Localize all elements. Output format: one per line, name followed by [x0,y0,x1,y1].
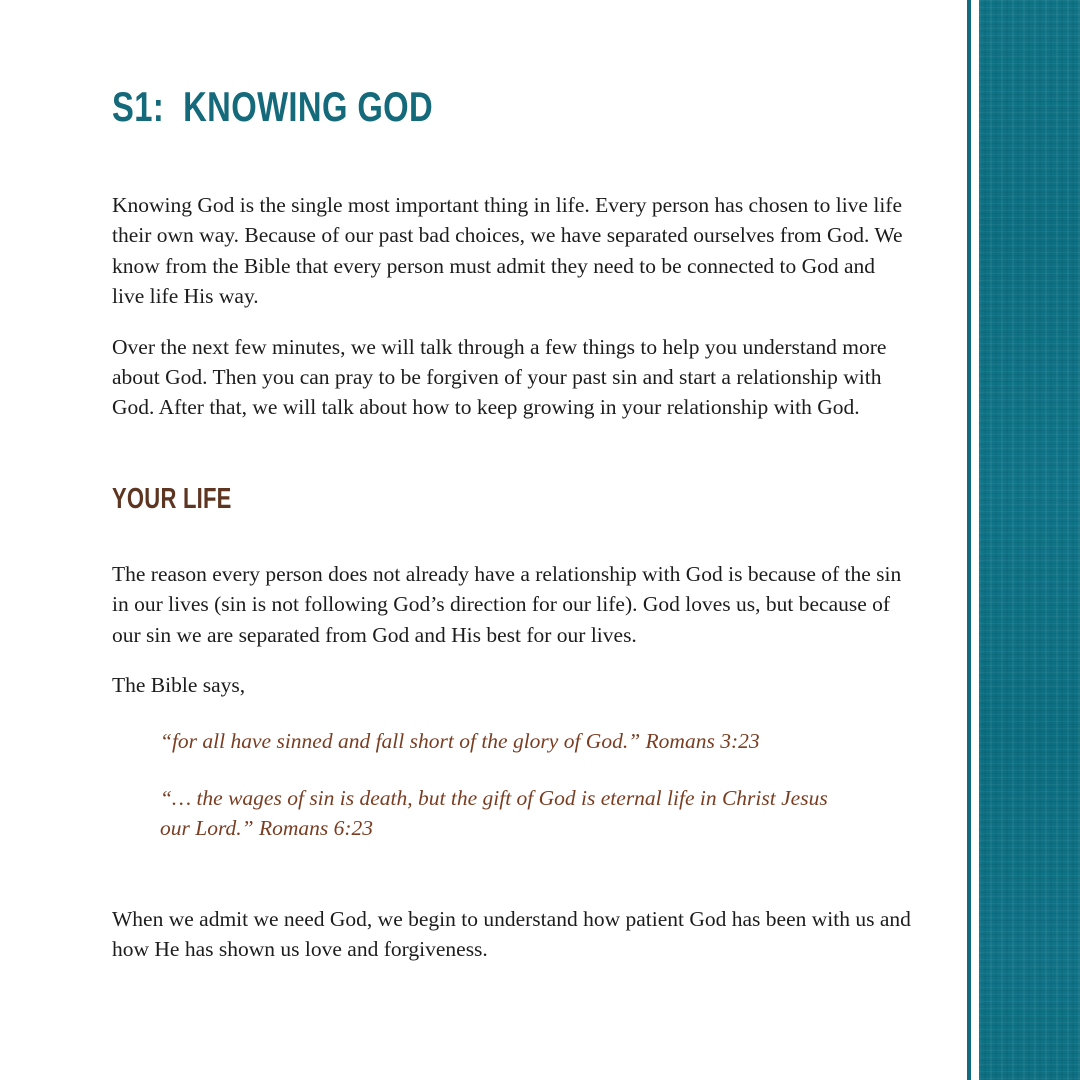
right-edge-teal-panel [979,0,1080,1080]
intro-paragraph-2: Over the next few minutes, we will talk through a few things to help you understand more about God. Then you can pray to be forgiven of your past sin and start a relationship with God. After that, we will talk about how to keep growing in your relationship with God. [112,334,887,420]
spacer-after-section-heading [112,514,912,559]
spacer-after-title [112,128,912,190]
spacer-before-section-heading [112,423,912,485]
spacer-before-scripture-1 [112,700,912,726]
right-edge-accent-stripe [967,0,971,1080]
section-paragraph-bible-says: The Bible says, [112,673,246,698]
section-heading-your-life: YOUR LIFE [112,482,232,515]
content-column [112,0,912,1080]
spacer-between-intro-paragraphs [112,312,912,332]
spacer-before-bible-says [112,650,912,670]
section-paragraph-1: The reason every person does not already have a relationship with God is because of the sin in our lives (sin is not following God’s direction for our life). God loves us, but because of our sin we are separated from God and His best for our lives. [112,561,902,647]
intro-paragraph-1: Knowing God is the single most important thing in life. Every person has chosen to live life their own way. Because of our past bad choices, we have separated ourselves from God. We know from the Bible that every person must admit they need to be connected to God and live life His way. [112,193,903,309]
spacer-before-closing-paragraph [112,844,912,904]
spacer-between-scriptures [112,757,912,783]
scripture-quote-romans-3-23: “for all have sinned and fall short of the glory of God.” Romans 3:23 [160,729,760,754]
page-title: S1: KNOWING GOD [112,83,434,130]
scripture-quote-romans-6-23: “… the wages of sin is death, but the gift of God is eternal life in Christ Jesus our Lord.” Romans 6:23 [160,785,828,841]
closing-paragraph: When we admit we need God, we begin to understand how patient God has been with us and how He has shown us love and forgiveness. [112,906,911,962]
